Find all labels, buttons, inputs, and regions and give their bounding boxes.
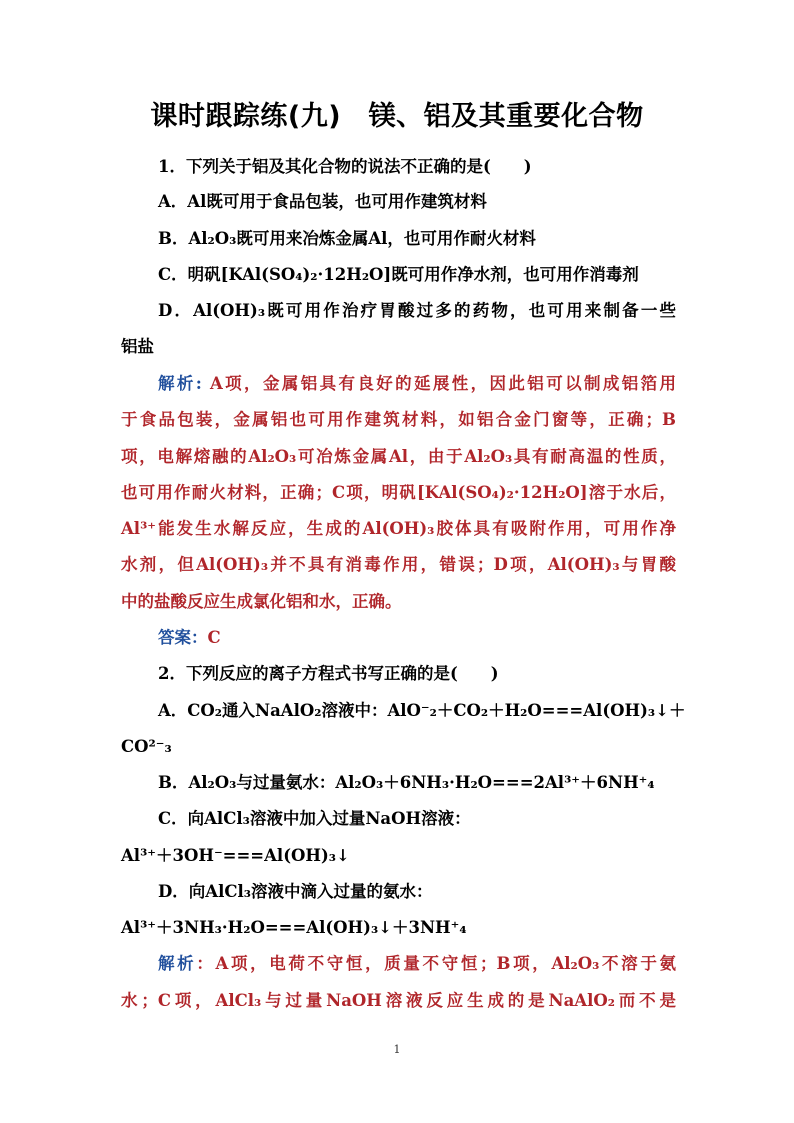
question-2-analysis-line-1: 解析：A项，电荷不守恒，质量不守恒；B项，Al₂O₃不溶于氨 (158, 954, 676, 973)
question-2-option-c-line-2: Al³⁺＋3OH⁻===Al(OH)₃↓ (121, 846, 350, 865)
question-1-option-d-line-1: D．Al(OH)₃既可用作治疗胃酸过多的药物，也可用来制备一些 (158, 301, 676, 320)
question-2-analysis-line-2: 水；C项，AlCl₃与过量NaOH溶液反应生成的是NaAlO₂而不是 (121, 991, 676, 1010)
question-1-analysis-line-6: 水剂，但Al(OH)₃并不具有消毒作用，错误；D项，Al(OH)₃与胃酸 (121, 555, 676, 574)
question-1-analysis-line-3: 项，电解熔融的Al₂O₃可冶炼金属Al，由于Al₂O₃具有耐高温的性质， (121, 447, 676, 466)
question-2-option-d-line-2: Al³⁺＋3NH₃·H₂O===Al(OH)₃↓＋3NH⁺₄ (121, 918, 467, 937)
question-1-analysis-line-5: Al³⁺能发生水解反应，生成的Al(OH)₃胶体具有吸附作用，可用作净 (121, 519, 676, 538)
question-1-option-b: B．Al₂O₃既可用来冶炼金属Al，也可用作耐火材料 (158, 229, 536, 248)
question-2-stem: 2．下列反应的离子方程式书写正确的是( ) (158, 664, 499, 683)
question-2-option-a-line-1: A．CO₂通入NaAlO₂溶液中：AlO⁻₂＋CO₂＋H₂O===Al(OH)₃↓＋ (158, 701, 686, 720)
analysis-label-2: 解析 (158, 954, 197, 973)
page-title: 课时跟踪练(九) 镁、铝及其重要化合物 (150, 101, 644, 132)
question-2-option-d-line-1: D．向AlCl₃溶液中滴入过量的氨水： (158, 882, 433, 901)
page-number: 1 (393, 1043, 401, 1056)
answer-label: 答案： (158, 628, 208, 647)
question-1-analysis-line-1: 解析: A项，金属铝具有良好的延展性，因此铝可以制成铝箔用 (158, 374, 676, 393)
question-1-analysis-line-4: 也可用作耐火材料，正确；C项，明矾[KAl(SO₄)₂·12H₂O]溶于水后， (121, 483, 676, 502)
question-1-answer (158, 627, 676, 649)
question-2-option-a-line-2: CO²⁻₃ (121, 737, 172, 756)
question-1-option-a: A．Al既可用于食品包装，也可用作建筑材料 (158, 192, 487, 211)
analysis-label: 解析: (158, 374, 202, 393)
question-2-option-b: B．Al₂O₃与过量氨水：Al₂O₃＋6NH₃·H₂O===2Al³⁺＋6NH⁺₄ (158, 773, 655, 792)
question-1-option-d-line-2: 铝盐 (121, 337, 154, 356)
answer-value: C (207, 628, 221, 647)
question-2-option-c-line-1: C．向AlCl₃溶液中加入过量NaOH溶液： (158, 809, 471, 828)
question-1-stem: 1．下列关于铝及其化合物的说法不正确的是( ) (158, 157, 532, 176)
question-1-analysis-line-2: 于食品包装，金属铝也可用作建筑材料，如铝合金门窗等，正确；B (121, 410, 676, 429)
question-1-analysis-line-7: 中的盐酸反应生成氯化铝和水，正确。 (121, 592, 402, 611)
question-1-option-c: C．明矾[KAl(SO₄)₂·12H₂O]既可用作净水剂，也可用作消毒剂 (158, 265, 639, 284)
